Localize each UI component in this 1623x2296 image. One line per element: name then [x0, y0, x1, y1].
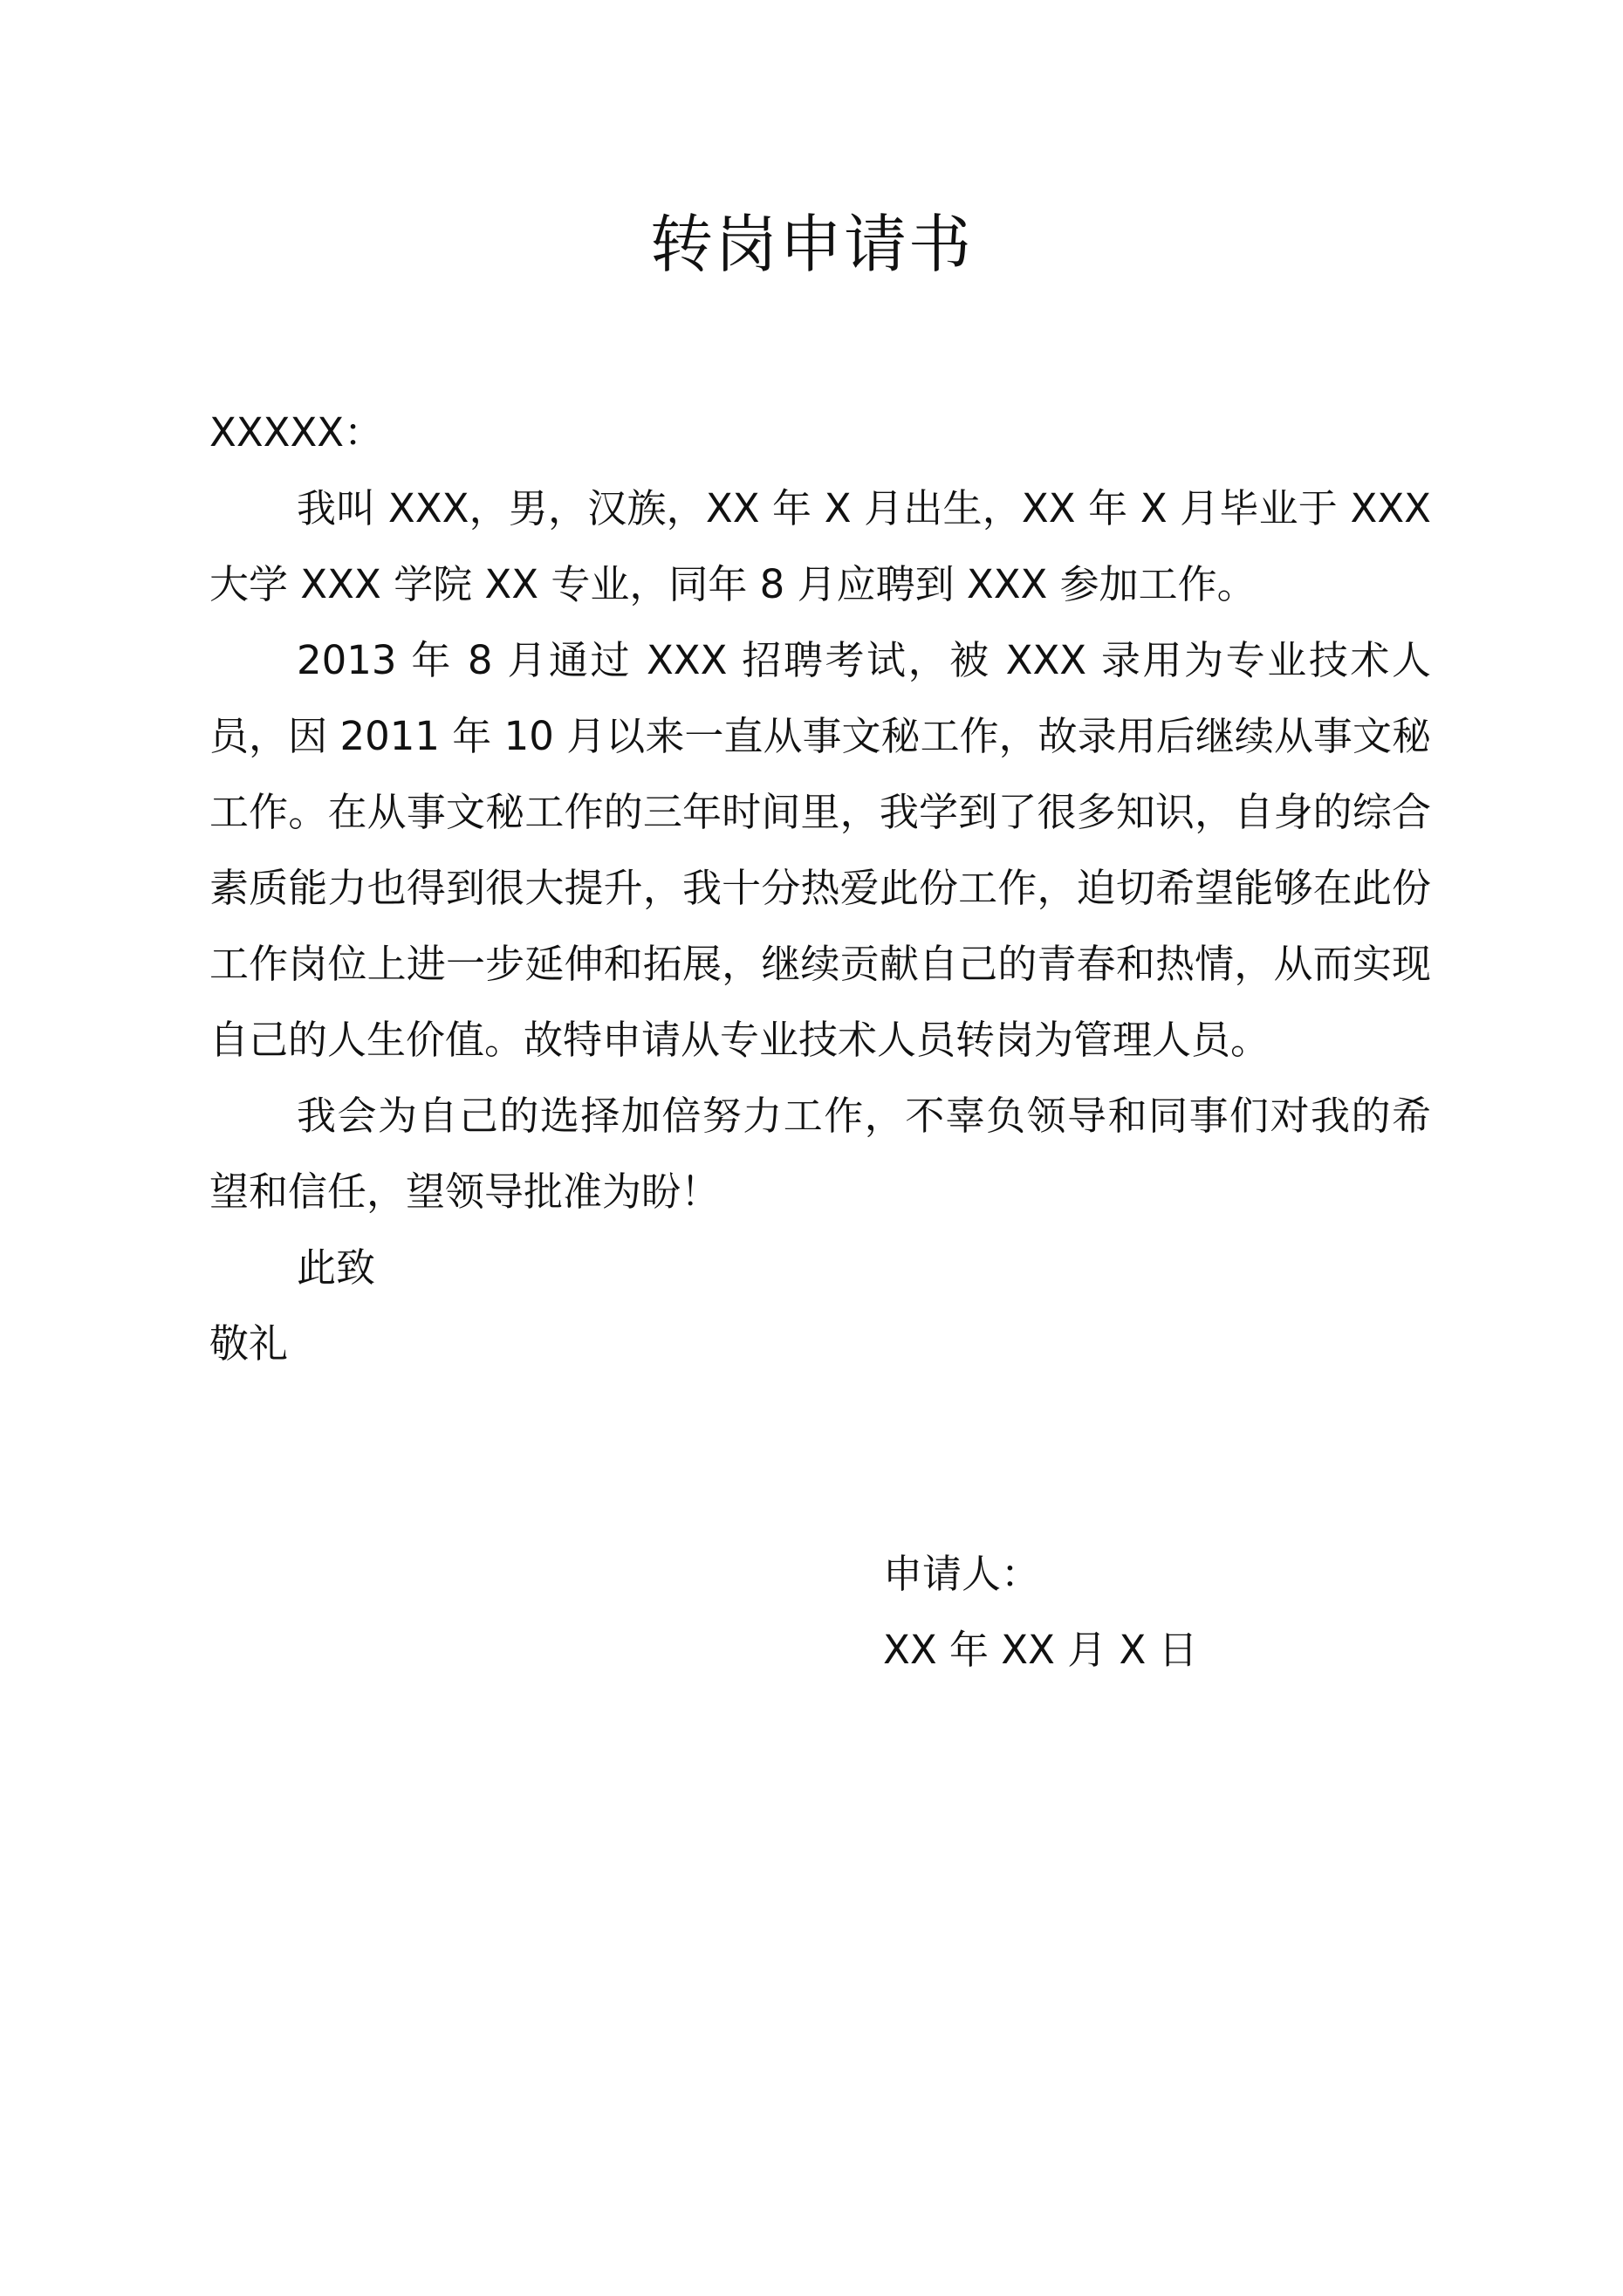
- salutation: XXXXX：: [209, 409, 384, 456]
- closing-jingli: 敬礼: [209, 1320, 289, 1367]
- paragraph-experience: 2013 年 8 月通过 XXX 招聘考试，被 XXX 录用为专业技术人员，因 2011 年 10 月以来一直从事文秘工作，故录用后继续从事文秘工作。在从事文秘工作的三年时间里，我学到了很多知识，自身的综合素质能力也得到很大提升，我十分热爱此份工作，迫切希望能够在此份工作岗位上进一步延伸和拓展，继续贡献自己的青春和热情，从而实现自己的人生价值。故特申请从专业技术人员转岗为管理人员。: [209, 637, 1431, 1063]
- signature-date: XX 年 XX 月 X 日: [883, 1627, 1198, 1673]
- paragraph-commitment: 我会为自己的选择加倍努力工作，不辜负领导和同事们对我的希望和信任，望领导批准为盼！: [209, 1093, 1431, 1215]
- document-title: 转岗申请书: [649, 208, 973, 281]
- signature-block: [883, 1536, 1198, 1688]
- closing-cizhi: 此致: [297, 1244, 376, 1291]
- applicant-label: 申请人：: [883, 1551, 1041, 1597]
- letter-body: [209, 394, 1431, 1381]
- paragraph-intro: 我叫 XXX，男，汉族，XX 年 X 月出生，XX 年 X 月毕业于 XXX 大学 XXX 学院 XX 专业，同年 8 月应聘到 XXX 参加工作。: [209, 485, 1431, 607]
